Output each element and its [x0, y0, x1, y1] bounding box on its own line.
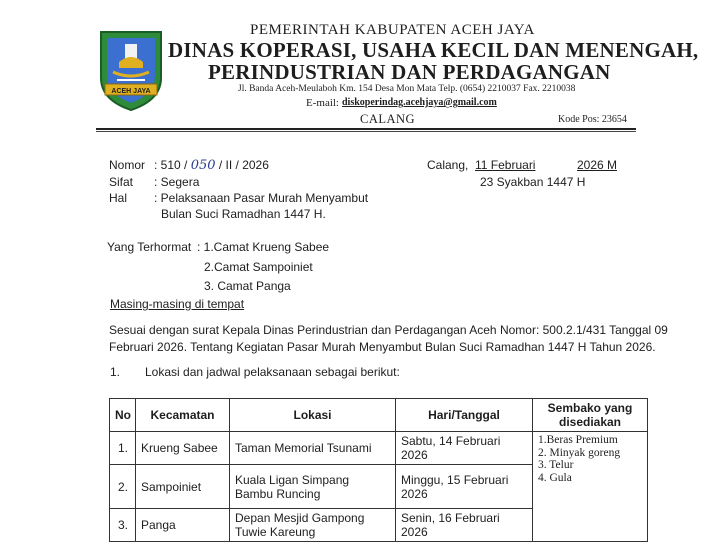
- hal-value-line1: : Pelaksanaan Pasar Murah Menyambut: [154, 191, 369, 205]
- header-sembako: Sembako yang disediakan: [533, 399, 648, 432]
- recipient-item-1: : 1.Camat Krueng Sabee: [197, 240, 330, 254]
- sifat-label: Sifat: [109, 175, 134, 189]
- email-label: E-mail:: [306, 97, 339, 109]
- paragraph-line2: Februari 2026. Tentang Kegiatan Pasar Murah Menyambut Bulan Suci Ramadhan 1447 H Tahun 2026.: [109, 340, 656, 354]
- header-lokasi: Lokasi: [230, 399, 396, 432]
- svg-text:ACEH JAYA: ACEH JAYA: [111, 88, 151, 95]
- schedule-table: [109, 398, 648, 542]
- table-row: [110, 432, 648, 465]
- recipient-item-2: 2.Camat Sampoiniet: [204, 260, 313, 274]
- date-place: Calang,: [427, 158, 469, 172]
- sembako-item: 4. Gula: [538, 471, 572, 484]
- cell-kecamatan: Panga: [136, 509, 230, 542]
- city-name: CALANG: [360, 112, 416, 126]
- nomor-prefix: : 510 /: [154, 158, 188, 172]
- point-number: 1.: [110, 365, 121, 379]
- sifat-value: : Segera: [154, 175, 200, 189]
- aceh-jaya-logo: [95, 28, 167, 112]
- header-tanggal: Hari/Tanggal: [396, 399, 533, 432]
- nomor-suffix: / II / 2026: [218, 158, 269, 172]
- agency-name-line2: PERINDUSTRIAN DAN PERDAGANGAN: [208, 60, 611, 84]
- cell-kecamatan: Krueng Sabee: [136, 432, 230, 465]
- point-text: Lokasi dan jadwal pelaksanaan sebagai berikut:: [145, 365, 400, 379]
- nomor-value: [154, 158, 269, 173]
- date-hijri: 23 Syakban 1447 H: [480, 175, 586, 189]
- cell-tanggal: Senin, 16 Februari 2026: [396, 509, 533, 542]
- recipient-item-3: 3. Camat Panga: [204, 279, 291, 293]
- cell-kecamatan: Sampoiniet: [136, 465, 230, 509]
- agency-address: Jl. Banda Aceh-Meulaboh Km. 154 Desa Mon Mata Telp. (0654) 2210037 Fax. 2210038: [238, 84, 576, 94]
- recipients-label: Yang Terhormat: [107, 240, 192, 254]
- cell-sembako: [533, 432, 648, 542]
- nomor-label: Nomor: [109, 158, 146, 172]
- letterhead-rule: [96, 128, 636, 130]
- cell-no: 3.: [110, 509, 136, 542]
- header-no: No: [110, 399, 136, 432]
- sembako-item: 1.Beras Premium: [538, 434, 618, 446]
- recipients-location: Masing-masing di tempat: [110, 297, 245, 311]
- hal-label: Hal: [109, 191, 128, 205]
- letterhead-rule-thin: [96, 131, 636, 132]
- cell-no: 1.: [110, 432, 136, 465]
- agency-name-line1: DINAS KOPERASI, USAHA KECIL DAN MENENGAH,: [168, 38, 699, 62]
- paragraph-line1: Sesuai dengan surat Kepala Dinas Perindustrian dan Perdagangan Aceh Nomor: 500.2.1/431 Tanggal 09: [109, 323, 668, 337]
- date-day-month: 11 Februari: [475, 158, 536, 172]
- header-kecamatan: Kecamatan: [136, 399, 230, 432]
- date-year: 2026 M: [577, 158, 618, 172]
- cell-tanggal: Minggu, 15 Februari 2026: [396, 465, 533, 509]
- cell-lokasi: Taman Memorial Tsunami: [230, 432, 396, 465]
- sembako-item: 3. Telur: [538, 459, 574, 471]
- postal-code: Kode Pos: 23654: [558, 114, 627, 125]
- nomor-handwritten: 050: [190, 158, 216, 173]
- table-header-row: [110, 399, 648, 432]
- cell-lokasi: Depan Mesjid Gampong Tuwie Kareung: [230, 509, 396, 542]
- cell-tanggal: Sabtu, 14 Februari 2026: [396, 432, 533, 465]
- hal-value-line2: Bulan Suci Ramadhan 1447 H.: [161, 207, 326, 221]
- cell-no: 2.: [110, 465, 136, 509]
- sembako-item: 2. Minyak goreng: [538, 446, 621, 459]
- cell-lokasi: Kuala Ligan Simpang Bambu Runcing: [230, 465, 396, 509]
- government-name: PEMERINTAH KABUPATEN ACEH JAYA: [250, 22, 535, 38]
- email-link[interactable]: diskoperindag.acehjaya@gmail.com: [342, 97, 497, 108]
